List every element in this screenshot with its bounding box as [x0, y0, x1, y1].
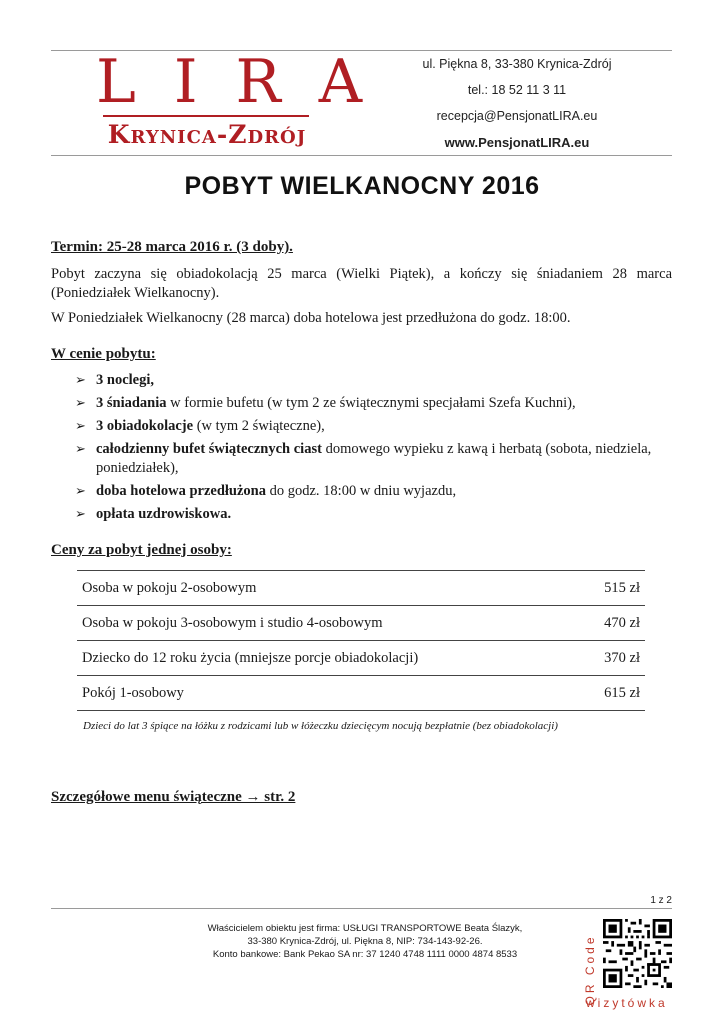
- included-list: [75, 371, 675, 528]
- footer-owner: Właścicielem obiektu jest firma: USŁUGI TRANSPORTOWE Beata Ślazyk,: [207, 923, 523, 934]
- arrow-bullet-icon: ➢: [75, 373, 86, 388]
- footer-address: 33-380 Krynica-Zdrój, ul. Piękna 8, NIP: 734-143-92-26.: [247, 936, 483, 947]
- price-label: Pokój 1-osobowy: [82, 684, 184, 701]
- term-heading: Termin: 25-28 marca 2016 r. (3 doby).: [51, 239, 293, 255]
- price-label: Osoba w pokoju 3-osobowym i studio 4-osobowym: [82, 614, 383, 631]
- price-value: 470 zł: [604, 614, 640, 631]
- price-value: 370 zł: [604, 649, 640, 666]
- list-item: ➢ 3 śniadania w formie bufetu (w tym 2 ze świątecznymi specjałami Szefa Kuchni),: [75, 395, 576, 411]
- logo-city: Krynica-Zdrój: [107, 120, 307, 149]
- table-row: [77, 640, 645, 675]
- price-label: Dziecko do 12 roku życia (mniejsze porcje obiadokolacji): [82, 649, 419, 666]
- arrow-bullet-icon: ➢: [75, 442, 86, 457]
- price-note: Dzieci do lat 3 śpiące na łóżku z rodzicami lub w łóżeczku dziecięcym nocują bezpłatnie (bez obiadokolacji): [83, 720, 558, 732]
- qr-code-icon: [603, 919, 672, 988]
- menu-link[interactable]: Szczegółowe menu świąteczne → str. 2: [51, 789, 296, 805]
- arrow-bullet-icon: ➢: [75, 484, 86, 499]
- arrow-bullet-icon: ➢: [75, 419, 86, 434]
- term-paragraph-1: Pobyt zaczyna się obiadokolacją 25 marca (Wielki Piątek), a kończy się śniadaniem 28 marca (Poniedziałek Wielkanocny).: [51, 266, 672, 301]
- footer-bank: Konto bankowe: Bank Pekao SA nr: 37 1240 4748 1111 0000 4874 8533: [212, 949, 518, 960]
- footer-rule: [51, 908, 672, 909]
- table-row: [77, 675, 645, 711]
- list-item: ➢ 3 obiadokolacje (w tym 2 świąteczne),: [75, 418, 325, 434]
- page-title: POBYT WIELKANOCNY 2016: [184, 172, 540, 200]
- header-bottom-rule: [51, 155, 672, 156]
- price-table: [77, 570, 645, 711]
- arrow-bullet-icon: ➢: [75, 507, 86, 522]
- price-label: Osoba w pokoju 2-osobowym: [82, 579, 257, 596]
- arrow-bullet-icon: ➢: [75, 396, 86, 411]
- price-value: 615 zł: [604, 684, 640, 701]
- term-paragraph-2: W Poniedziałek Wielkanocny (28 marca) doba hotelowa jest przedłużona do godz. 18:00.: [51, 310, 571, 326]
- contact-phone: tel.: 18 52 11 3 11: [467, 83, 567, 97]
- list-item: ➢ opłata uzdrowiskowa.: [75, 506, 232, 522]
- logo-divider: [103, 115, 309, 117]
- contact-email[interactable]: recepcja@PensjonatLIRA.eu: [436, 109, 598, 123]
- qr-vertical-label: QR Code: [583, 934, 597, 1006]
- contact-website[interactable]: www.PensjonatLIRA.eu: [444, 135, 590, 150]
- table-row: [77, 605, 645, 640]
- table-row: [77, 570, 645, 605]
- list-item: ➢ doba hotelowa przedłużona do godz. 18:00 w dniu wyjazdu,: [75, 483, 457, 499]
- qr-bottom-label: wizytówka: [586, 996, 668, 1010]
- prices-heading: Ceny za pobyt jednej osoby:: [51, 542, 232, 558]
- list-item: ➢ 3 noclegi,: [75, 372, 154, 388]
- contact-address: ul. Piękna 8, 33-380 Krynica-Zdrój: [422, 57, 612, 71]
- list-item: ➢ całodzienny bufet świątecznych ciast domowego wypieku z kawą i herbatą (sobota, niedziela, poniedziałek),: [75, 441, 652, 476]
- included-heading: W cenie pobytu:: [51, 346, 156, 362]
- logo-wordmark: LIRA: [96, 47, 401, 117]
- price-value: 515 zł: [604, 579, 640, 596]
- page-number: 1 z 2: [650, 895, 672, 906]
